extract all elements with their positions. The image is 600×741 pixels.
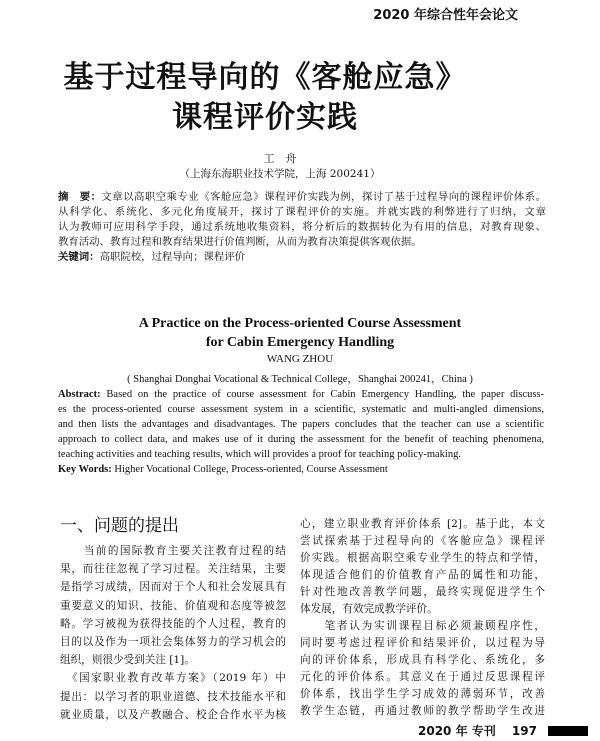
keywords: 高职院校，过程导向；课程评价 [99, 251, 246, 263]
abstract-line: 认为教师可应用科学手段，通过系统地收集资料，将分析后的数据转化为有用的信息，对教育现象、 [58, 221, 546, 233]
body-line: 价体系，找出学生学习成效的薄弱环节，改善 [300, 688, 545, 700]
affiliation: （上海东海职业技术学院，上海 200241） [179, 168, 381, 180]
body-line: 体现适合他们的价值教育产品的属性和功能， [300, 569, 545, 581]
body-line: 元化的评价体系。其意义在于通过反思课程评 [300, 671, 545, 683]
english-abstract [58, 387, 544, 477]
abstract-label: 摘 要： [58, 191, 102, 203]
abstract-line: 从科学化、系统化、多元化角度展开，探讨了课程评价的实施。并就实践的利弊进行了归纳，文章 [58, 206, 546, 218]
body-line: 教学生态链，再通过教师的教学帮助学生改进 [300, 705, 545, 717]
body-line: 是指学习成绩，因而对于个人和社会发展具有 [60, 581, 286, 594]
abstract-line: approach to collect data, and makes use of it during the assessment for the benefit of teaching phenomena, [58, 434, 544, 445]
body-line: 重要意义的知识、技能、价值观和态度等被忽 [60, 599, 286, 612]
running-header: 2020 年综合性年会论文 [373, 8, 518, 23]
body-line: 就业质量，以及产教融合、校企合作水平为核 [60, 708, 286, 721]
keywords-label: 关键词： [58, 251, 100, 263]
page-footer: 2020 年 专刊 197 [418, 724, 537, 738]
body-line: 尝试探索基于过程导向的《客舱应急》课程评 [300, 535, 545, 547]
keywords: Higher Vocational College, Process-oriented, Course Assessment [111, 464, 388, 475]
body-line: 同时要考虑过程评价和结果评价，以过程为导 [300, 637, 545, 649]
english-author: WANG ZHOU [266, 353, 334, 365]
body-line: 提出：以学习者的职业道德、技术技能水平和 [60, 690, 286, 703]
body-line: 略。学习被视为获得技能的个人过程，教育的 [60, 617, 286, 630]
paper-title-line-2: 课程评价实践 [172, 100, 358, 135]
abstract-line: teaching activities and teaching results, which will provides a proof for teaching policy-making. [58, 449, 461, 460]
body-line: 向的评价体系，形成具有科学化、系统化，多 [300, 654, 545, 666]
body-line: 当前的国际教育主要关注教育过程的结 [60, 545, 286, 557]
abstract-line: and then lists the advantages and disadvantages. The papers concludes that the teacher can use a scientific [58, 419, 544, 430]
paper-title-line-1: 基于过程导向的《客舱应急》 [63, 60, 467, 95]
abstract-line: 教育活动、教育过程和教育结果进行价值判断，从而为教育决策提供客观依据。 [58, 236, 422, 248]
abstract-line: 文章以高职空乘专业《客舱应急》课程评价实践为例，探讨了基于过程导向的课程评价体系。 [101, 191, 546, 203]
section-heading: 一、问题的提出 [60, 516, 179, 536]
abstract-label: Abstract: [58, 389, 101, 400]
footer-bar [548, 726, 588, 736]
english-title-line-1: A Practice on the Process-oriented Course Assessment [138, 316, 462, 331]
abstract-line: Based on the practice of course assessment for Cabin Emergency Handling, the paper discuss- [100, 389, 544, 400]
body-line: 组织，则很少受到关注 [1]。 [60, 654, 195, 667]
body-line: 体发展，有效完成教学评价。 [300, 603, 438, 615]
body-line: 果，而往往忽视了学习过程。关注结果，主要 [60, 563, 286, 576]
author: 工 舟 [263, 152, 297, 165]
body-line: 目的以及作为一项社会集体努力的学习机会的 [60, 636, 286, 649]
body-line: 笔者认为实训课程目标必须兼顾程序性， [300, 620, 545, 632]
body-line: 《国家职业教育改革方案》（2019 年）中 [60, 672, 286, 685]
right-column [300, 516, 545, 720]
body-line: 针对性地改善教学问题，最终实现促进学生个 [300, 586, 545, 598]
english-affiliation: ( Shanghai Donghai Vocational & Technical College，Shanghai 200241，China ) [127, 374, 473, 385]
keywords-label: Key Words: [58, 464, 112, 475]
body-line: 价实践。根据高职空乘专业学生的特点和学情， [300, 552, 545, 564]
english-title-line-2: for Cabin Emergency Handling [205, 335, 395, 350]
abstract-line: es the process-oriented course assessment system in a scientific, systematic and multi-angled dimensions, [58, 404, 544, 415]
left-column [60, 542, 286, 724]
chinese-abstract [58, 190, 546, 265]
body-line: 心，建立职业教育评价体系 [2]。基于此，本文 [300, 518, 545, 530]
